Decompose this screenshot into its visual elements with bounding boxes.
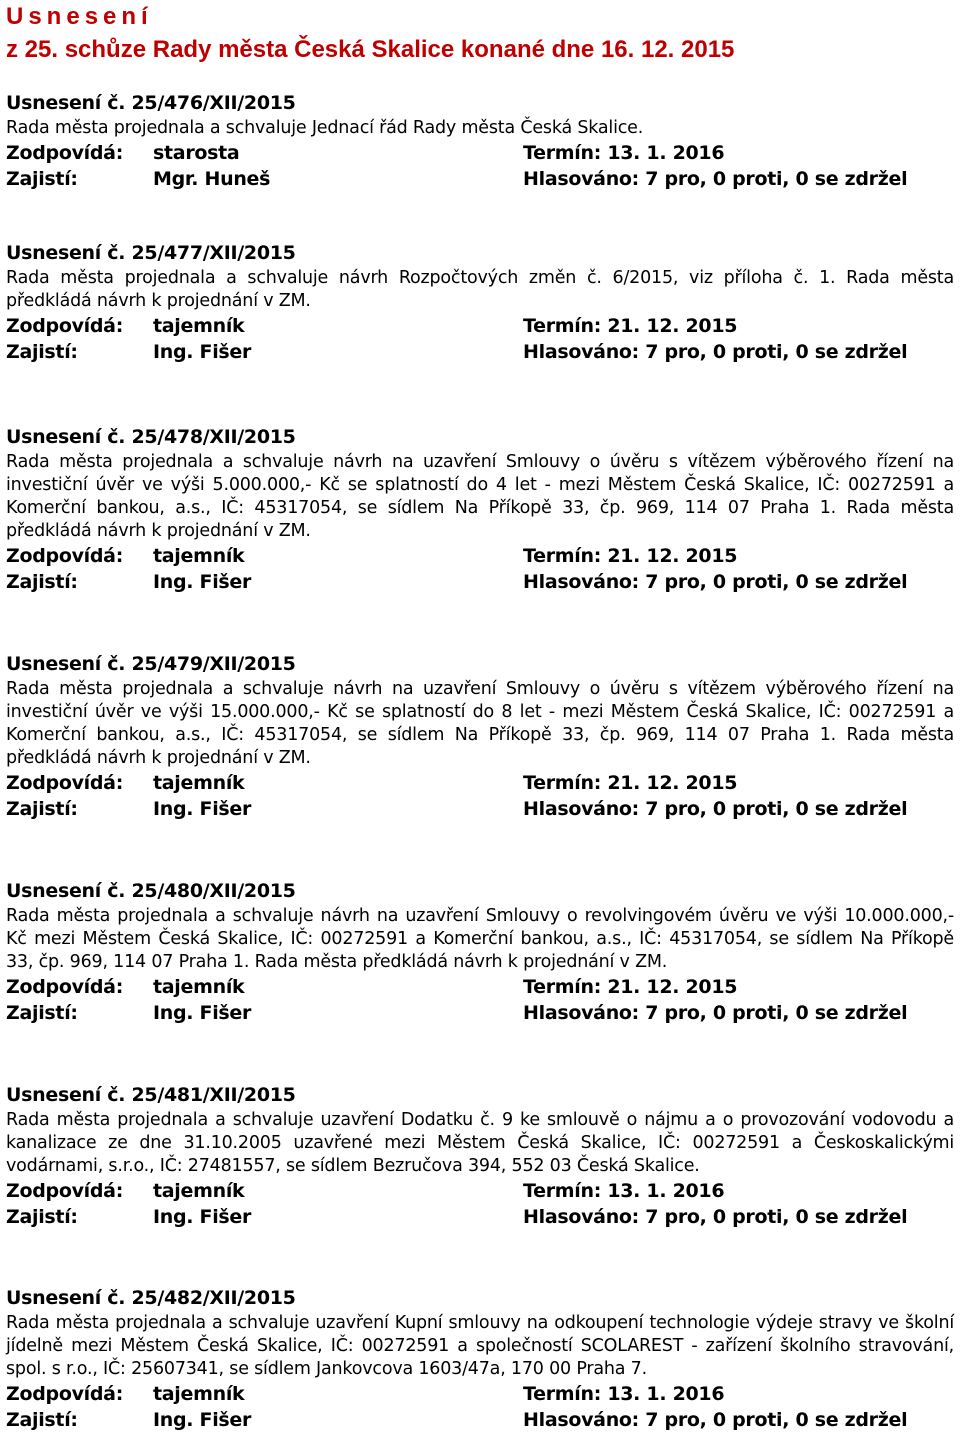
ensures-label: Zajistí:	[6, 168, 78, 190]
ensures-row	[6, 1000, 954, 1026]
responsible-value: tajemník	[153, 315, 245, 337]
resolution-item	[6, 1084, 954, 1230]
responsible-row	[6, 543, 954, 569]
responsible-row	[6, 770, 954, 796]
resolution-text: Rada města projednala a schvaluje Jednací řád Rady města Česká Skalice.	[6, 118, 644, 138]
responsible-row	[6, 974, 954, 1000]
resolution-number: Usnesení č. 25/479/XII/2015	[6, 653, 296, 675]
responsible-value: tajemník	[153, 976, 245, 998]
ensures-label: Zajistí:	[6, 1206, 78, 1228]
vote-result: Hlasováno: 7 pro, 0 proti, 0 se zdržel	[523, 798, 908, 820]
ensures-label: Zajistí:	[6, 798, 78, 820]
responsible-value: tajemník	[153, 1383, 245, 1405]
document-page	[6, 0, 954, 1431]
responsible-label: Zodpovídá:	[6, 976, 124, 998]
resolution-text: Rada města projednala a schvaluje návrh Rozpočtových změn č. 6/2015, viz příloha č. 1. Rada města předkládá návrh k projednání v ZM.	[6, 268, 954, 311]
document-subtitle: z 25. schůze Rady města Česká Skalice konané dne 16. 12. 2015	[6, 36, 735, 63]
resolution-text: Rada města projednala a schvaluje návrh na uzavření Smlouvy o úvěru s vítězem výběrového řízení na investiční úvěr ve výši 15.000.000,- Kč se splatností do 8 let - mezi Městem Česká Skalice, IČ: 00272591 a Komerční bankou, a.s., IČ: 45317054, se sídlem Na Příkopě 33, čp. 969, 114 07 Praha 1. Rada města předkládá návrh k projednání v ZM.	[6, 679, 954, 768]
ensures-row	[6, 1407, 954, 1433]
vote-result: Hlasováno: 7 pro, 0 proti, 0 se zdržel	[523, 341, 908, 363]
vote-result: Hlasováno: 7 pro, 0 proti, 0 se zdržel	[523, 168, 908, 190]
responsible-value: tajemník	[153, 772, 245, 794]
ensures-value: Ing. Fišer	[153, 571, 252, 593]
resolution-item	[6, 242, 954, 365]
deadline: Termín: 13. 1. 2016	[523, 1180, 725, 1202]
document-title: Usnesení	[6, 3, 153, 30]
resolution-text: Rada města projednala a schvaluje návrh na uzavření Smlouvy o revolvingovém úvěru ve výši 10.000.000,- Kč mezi Městem Česká Skalice, IČ: 00272591 a Komerční bankou, a.s., IČ: 45317054, se sídlem Na Příkopě 33, čp. 969, 114 07 Praha 1. Rada města předkládá návrh k projednání v ZM.	[6, 906, 954, 972]
resolution-item	[6, 92, 954, 192]
responsible-label: Zodpovídá:	[6, 315, 124, 337]
responsible-row	[6, 1381, 954, 1407]
deadline: Termín: 13. 1. 2016	[523, 142, 725, 164]
ensures-label: Zajistí:	[6, 1409, 78, 1431]
deadline: Termín: 13. 1. 2016	[523, 1383, 725, 1405]
resolution-number: Usnesení č. 25/481/XII/2015	[6, 1084, 296, 1106]
ensures-row	[6, 166, 954, 192]
ensures-label: Zajistí:	[6, 571, 78, 593]
resolution-number: Usnesení č. 25/477/XII/2015	[6, 242, 296, 264]
responsible-label: Zodpovídá:	[6, 772, 124, 794]
deadline: Termín: 21. 12. 2015	[523, 976, 738, 998]
ensures-value: Ing. Fišer	[153, 1206, 252, 1228]
ensures-value: Ing. Fišer	[153, 1409, 252, 1431]
vote-result: Hlasováno: 7 pro, 0 proti, 0 se zdržel	[523, 1002, 908, 1024]
ensures-value: Ing. Fišer	[153, 341, 252, 363]
resolution-item	[6, 880, 954, 1026]
resolution-number: Usnesení č. 25/476/XII/2015	[6, 92, 296, 114]
responsible-row	[6, 313, 954, 339]
ensures-label: Zajistí:	[6, 341, 78, 363]
resolution-number: Usnesení č. 25/478/XII/2015	[6, 426, 296, 448]
ensures-row	[6, 569, 954, 595]
deadline: Termín: 21. 12. 2015	[523, 545, 738, 567]
deadline: Termín: 21. 12. 2015	[523, 772, 738, 794]
responsible-label: Zodpovídá:	[6, 142, 124, 164]
ensures-value: Mgr. Huneš	[153, 168, 271, 190]
responsible-label: Zodpovídá:	[6, 1383, 124, 1405]
ensures-row	[6, 339, 954, 365]
ensures-label: Zajistí:	[6, 1002, 78, 1024]
ensures-value: Ing. Fišer	[153, 1002, 252, 1024]
resolution-text: Rada města projednala a schvaluje uzavření Kupní smlouvy na odkoupení technologie výdeje stravy ve školní jídelně mezi Městem Česká Skalice, IČ: 00272591 a společností SCOLAREST - zařízení školního stravování, spol. s r.o., IČ: 25607341, se sídlem Jankovcova 1603/47a, 170 00 Praha 7.	[6, 1313, 954, 1379]
responsible-value: starosta	[153, 142, 240, 164]
resolution-number: Usnesení č. 25/480/XII/2015	[6, 880, 296, 902]
vote-result: Hlasováno: 7 pro, 0 proti, 0 se zdržel	[523, 1409, 908, 1431]
resolution-text: Rada města projednala a schvaluje uzavření Dodatku č. 9 ke smlouvě o nájmu a o provozování vodovodu a kanalizace ze dne 31.10.2005 uzavřené mezi Městem Česká Skalice, IČ: 00272591 a Českoskalickými vodárnami, s.r.o., IČ: 27481557, se sídlem Bezručova 394, 552 03 Česká Skalice.	[6, 1110, 954, 1176]
responsible-label: Zodpovídá:	[6, 1180, 124, 1202]
ensures-row	[6, 796, 954, 822]
vote-result: Hlasováno: 7 pro, 0 proti, 0 se zdržel	[523, 1206, 908, 1228]
resolution-item	[6, 426, 954, 595]
resolution-item	[6, 653, 954, 822]
resolution-number: Usnesení č. 25/482/XII/2015	[6, 1287, 296, 1309]
responsible-label: Zodpovídá:	[6, 545, 124, 567]
ensures-row	[6, 1204, 954, 1230]
ensures-value: Ing. Fišer	[153, 798, 252, 820]
resolution-text: Rada města projednala a schvaluje návrh na uzavření Smlouvy o úvěru s vítězem výběrového řízení na investiční úvěr ve výši 5.000.000,- Kč se splatností do 4 let - mezi Městem Česká Skalice, IČ: 00272591 a Komerční bankou, a.s., IČ: 45317054, se sídlem Na Příkopě 33, čp. 969, 114 07 Praha 1. Rada města předkládá návrh k projednání v ZM.	[6, 452, 954, 541]
vote-result: Hlasováno: 7 pro, 0 proti, 0 se zdržel	[523, 571, 908, 593]
responsible-row	[6, 1178, 954, 1204]
responsible-row	[6, 140, 954, 166]
responsible-value: tajemník	[153, 1180, 245, 1202]
resolution-item	[6, 1287, 954, 1433]
deadline: Termín: 21. 12. 2015	[523, 315, 738, 337]
responsible-value: tajemník	[153, 545, 245, 567]
